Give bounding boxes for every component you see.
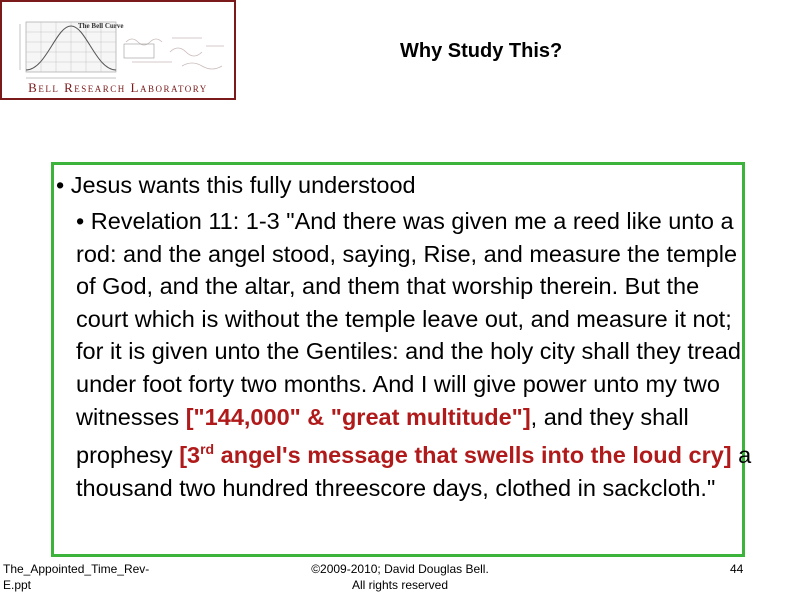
formula-watermark-icon [122, 28, 230, 74]
logo-chart-title: The Bell Curve [78, 22, 124, 30]
filename-line1: The_Appointed_Time_Rev- [3, 562, 150, 576]
footer-filename [3, 561, 149, 593]
page-number: 44 [730, 562, 744, 576]
filename-line2: E.ppt [3, 578, 32, 592]
slide-title: Why Study This? [400, 40, 563, 62]
highlight-witnesses: ["144,000" & "great multitude"] [185, 403, 531, 430]
highlight-angel-sup: rd [200, 441, 215, 458]
footer-copyright [310, 561, 490, 593]
copyright-line2: All rights reserved [351, 578, 449, 592]
bell-research-logo [0, 0, 236, 100]
bullet-revelation-quote [76, 205, 754, 504]
quote-text-2: , and they shall prophesy [76, 403, 689, 468]
copyright-line1: ©2009-2010; David Douglas Bell. [311, 562, 489, 576]
quote-text: • Revelation 11: 1-3 "And there was given me a reed like unto a rod: and the angel stood, saying, Rise, and measure the temple of God, and the altar, and them that worship therein. But the court which is without the temple leave out, and measure it not; for it is given unto the Gentiles: and the holy city shall they tread under foot forty two months. And I will give power unto my two witnesses [76, 208, 741, 430]
highlight-angel-b: angel's message that swells into the loud cry] [214, 441, 732, 468]
highlight-angel-a: [3 [179, 441, 201, 468]
bullet-main: • Jesus wants this fully understood [56, 172, 416, 198]
quote-text-3: a thousand two hundred threescore days, clothed in sackcloth." [76, 441, 752, 501]
lab-name: Bell Research Laboratory [28, 80, 208, 95]
